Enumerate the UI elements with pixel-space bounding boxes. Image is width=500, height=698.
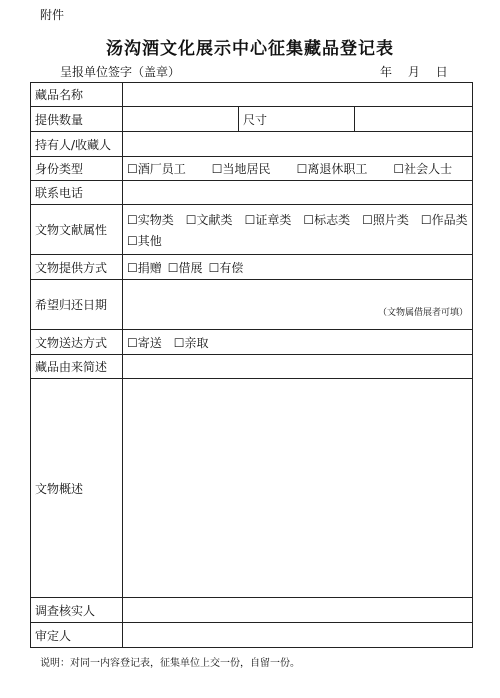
checkbox-attr-other[interactable]: ☐ 其他	[127, 232, 162, 249]
field-size[interactable]	[355, 107, 473, 132]
label-attribute: 文物文献属性	[31, 205, 123, 255]
checkbox-attr-physical[interactable]: ☐ 实物类	[127, 211, 174, 228]
checkbox-attr-document[interactable]: ☐ 文献类	[186, 211, 233, 228]
field-attribute	[123, 205, 473, 255]
row-overview	[31, 379, 473, 598]
footnote: 说明：对同一内容登记表，征集单位上交一份，自留一份。	[40, 658, 300, 669]
checkbox-identity-public[interactable]: ☐ 社会人士	[393, 160, 452, 177]
checkbox-identity-local-resident[interactable]: ☐ 当地居民	[212, 160, 271, 177]
row-item-name	[31, 83, 473, 107]
field-identity	[123, 157, 473, 181]
label-overview: 文物概述	[31, 379, 123, 598]
label-holder: 持有人/收藏人	[31, 132, 123, 157]
label-phone: 联系电话	[31, 181, 123, 205]
field-phone[interactable]	[123, 181, 473, 205]
row-holder	[31, 132, 473, 157]
date-label	[380, 63, 448, 80]
checkbox-attr-badge[interactable]: ☐ 证章类	[245, 211, 292, 228]
checkbox-provide-loan[interactable]: ☐ 借展	[168, 259, 203, 276]
row-phone	[31, 181, 473, 205]
checkbox-delivery-pickup[interactable]: ☐ 亲取	[174, 334, 209, 351]
checkbox-provide-donate[interactable]: ☐ 捐赠	[127, 259, 162, 276]
field-delivery	[123, 330, 473, 355]
row-identity	[31, 157, 473, 181]
submit-signature-label: 呈报单位签字（盖章）	[60, 65, 181, 79]
row-approver	[31, 623, 473, 648]
field-return-date[interactable]	[123, 280, 473, 330]
checkbox-attr-sign[interactable]: ☐ 标志类	[303, 211, 350, 228]
field-provide-method	[123, 255, 473, 280]
checkbox-provide-paid[interactable]: ☐ 有偿	[209, 259, 244, 276]
field-item-name[interactable]	[123, 83, 473, 107]
checkbox-delivery-mail[interactable]: ☐ 寄送	[127, 334, 162, 351]
label-origin: 藏品由来简述	[31, 355, 123, 379]
label-item-name: 藏品名称	[31, 83, 123, 107]
label-verifier: 调查核实人	[31, 598, 123, 623]
label-quantity: 提供数量	[31, 107, 123, 132]
form-title: 汤沟酒文化展示中心征集藏品登记表	[106, 39, 394, 59]
field-origin[interactable]	[123, 355, 473, 379]
row-quantity	[31, 107, 473, 132]
row-delivery	[31, 330, 473, 355]
field-overview[interactable]	[123, 379, 473, 598]
attachment-label: 附件	[40, 8, 65, 22]
field-quantity[interactable]	[123, 107, 239, 132]
row-attribute	[31, 205, 473, 255]
label-return-date: 希望归还日期	[31, 280, 123, 330]
date-day: 日	[435, 65, 448, 79]
field-holder[interactable]	[123, 132, 473, 157]
checkbox-attr-photo[interactable]: ☐ 照片类	[362, 211, 409, 228]
date-month: 月	[407, 65, 420, 79]
field-approver[interactable]	[123, 623, 473, 648]
row-return-date	[31, 280, 473, 330]
label-delivery: 文物送达方式	[31, 330, 123, 355]
registration-table	[30, 82, 473, 648]
label-approver: 审定人	[31, 623, 123, 648]
checkbox-attr-work[interactable]: ☐ 作品类	[421, 211, 468, 228]
row-origin	[31, 355, 473, 379]
row-verifier	[31, 598, 473, 623]
row-provide-method	[31, 255, 473, 280]
label-identity: 身份类型	[31, 157, 123, 181]
label-provide-method: 文物提供方式	[31, 255, 123, 280]
checkbox-identity-factory-staff[interactable]: ☐ 酒厂员工	[127, 160, 186, 177]
field-verifier[interactable]	[123, 598, 473, 623]
label-size: 尺寸	[239, 107, 355, 132]
return-date-hint: （文物属借展者可填）	[377, 308, 468, 318]
date-year: 年	[380, 65, 393, 79]
checkbox-identity-retired[interactable]: ☐ 离退休职工	[297, 160, 368, 177]
